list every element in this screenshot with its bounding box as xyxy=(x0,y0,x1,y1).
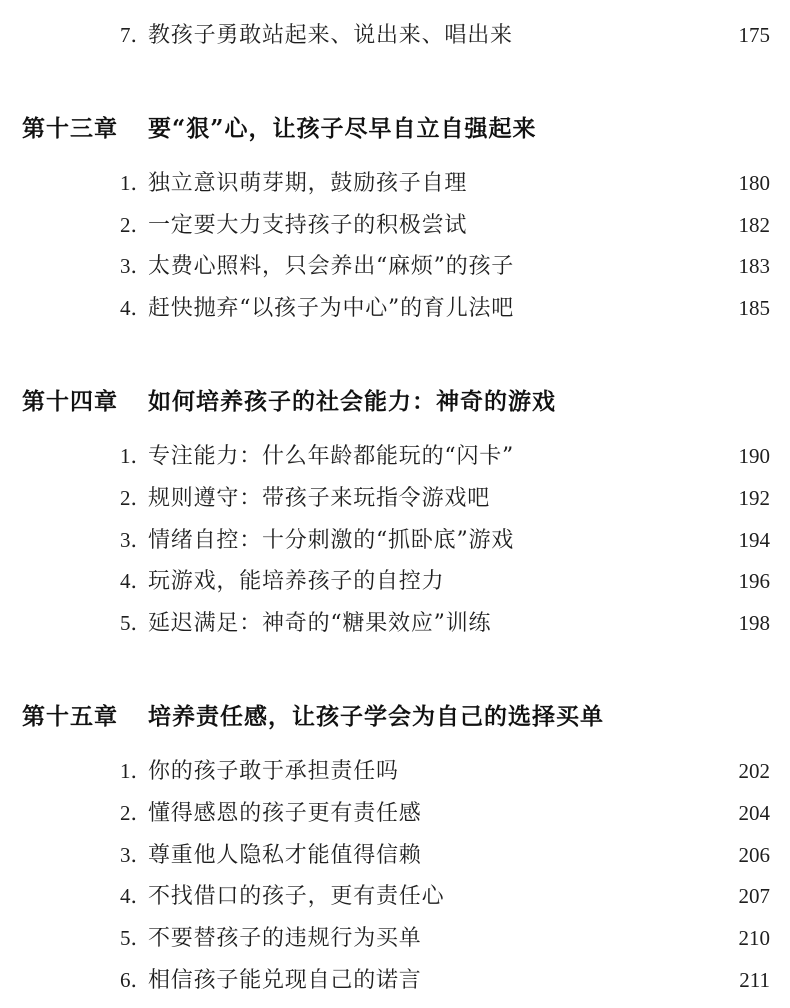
toc-entry xyxy=(0,793,790,835)
chapter-label: 第十三章 xyxy=(22,115,118,143)
entry-page-number: 182 xyxy=(738,212,770,237)
toc-entry xyxy=(0,478,790,520)
entry-number: 5． xyxy=(120,611,152,636)
entry-number: 7． xyxy=(120,23,152,47)
entry-page-number: 190 xyxy=(738,443,770,468)
entry-page-number: 210 xyxy=(738,926,770,951)
entry-number: 4． xyxy=(120,569,152,594)
entry-number: 2． xyxy=(120,800,152,825)
entry-number: 3． xyxy=(120,527,152,552)
entry-page-number: 211 xyxy=(739,967,770,992)
entry-number: 2． xyxy=(120,212,152,237)
toc-entry xyxy=(0,751,790,793)
toc-entry xyxy=(0,205,790,247)
entry-number: 1． xyxy=(120,443,152,468)
entry-title: 你的孩子敢于承担责任吗 xyxy=(148,758,399,784)
entry-page-number: 207 xyxy=(738,884,770,909)
entry-page-number: 185 xyxy=(738,296,770,321)
entry-title: 不要替孩子的违规行为买单 xyxy=(148,926,422,952)
entry-number: 6． xyxy=(120,967,152,992)
chapter-section xyxy=(0,381,790,644)
entry-title: 规则遵守：带孩子来玩指令游戏吧 xyxy=(148,485,491,511)
toc-entry xyxy=(0,288,790,330)
entry-title: 专注能力：什么年龄都能玩的“闪卡” xyxy=(148,443,515,469)
entry-title: 尊重他人隐私才能值得信赖 xyxy=(148,842,422,868)
entry-number: 3． xyxy=(120,842,152,867)
entry-title: 教孩子勇敢站起来、说出来、唱出来 xyxy=(148,23,513,48)
entry-title: 情绪自控：十分刺激的“抓卧底”游戏 xyxy=(148,527,515,553)
entry-number: 5． xyxy=(120,926,152,951)
entry-title: 太费心照料，只会养出“麻烦”的孩子 xyxy=(148,254,515,280)
toc-entry xyxy=(0,960,790,1002)
chapter-label: 第十四章 xyxy=(22,388,118,416)
entry-number: 3． xyxy=(120,254,152,279)
entry-page-number: 183 xyxy=(738,254,770,279)
toc-entry xyxy=(0,561,790,603)
chapter-heading xyxy=(0,381,790,423)
chapter-heading xyxy=(0,696,790,738)
entry-title: 玩游戏，能培养孩子的自控力 xyxy=(148,569,445,595)
entry-number: 2． xyxy=(120,485,152,510)
entry-page-number: 198 xyxy=(738,611,770,636)
entry-number: 4． xyxy=(120,296,152,321)
entry-number: 1． xyxy=(120,758,152,783)
entry-title: 独立意识萌芽期，鼓励孩子自理 xyxy=(148,170,468,196)
entry-page-number: 202 xyxy=(738,758,770,783)
chapter-title: 要“狠”心，让孩子尽早自立自强起来 xyxy=(148,115,537,143)
entry-number: 1． xyxy=(120,170,152,195)
chapter-section xyxy=(0,108,790,330)
entry-title: 懂得感恩的孩子更有责任感 xyxy=(148,800,422,826)
entry-title: 延迟满足：神奇的“糖果效应”训练 xyxy=(148,611,492,637)
entry-page-number: 192 xyxy=(738,485,770,510)
toc-entry xyxy=(0,436,790,478)
toc-entry xyxy=(0,876,790,918)
toc-entry xyxy=(0,15,790,57)
toc-entry xyxy=(0,918,790,960)
chapter-heading xyxy=(0,108,790,150)
entry-title: 赶快抛弃“以孩子为中心”的育儿法吧 xyxy=(148,296,515,322)
entry-title: 不找借口的孩子，更有责任心 xyxy=(148,884,445,910)
toc-entry xyxy=(0,246,790,288)
toc-entry xyxy=(0,520,790,562)
toc-entry xyxy=(0,603,790,645)
entry-page-number: 180 xyxy=(738,170,770,195)
chapter-title: 如何培养孩子的社会能力：神奇的游戏 xyxy=(148,388,556,416)
entry-number: 4． xyxy=(120,884,152,909)
entry-page-number: 204 xyxy=(738,800,770,825)
chapter-section xyxy=(0,696,790,1001)
entry-page-number: 175 xyxy=(738,23,770,47)
entry-page-number: 206 xyxy=(738,842,770,867)
toc-entry xyxy=(0,163,790,205)
entry-page-number: 194 xyxy=(738,527,770,552)
entry-title: 一定要大力支持孩子的积极尝试 xyxy=(148,212,468,238)
chapter-title: 培养责任感，让孩子学会为自己的选择买单 xyxy=(148,703,604,731)
chapter-label: 第十五章 xyxy=(22,703,118,731)
entry-page-number: 196 xyxy=(738,569,770,594)
entry-title: 相信孩子能兑现自己的诺言 xyxy=(148,967,422,993)
toc-entry xyxy=(0,835,790,877)
